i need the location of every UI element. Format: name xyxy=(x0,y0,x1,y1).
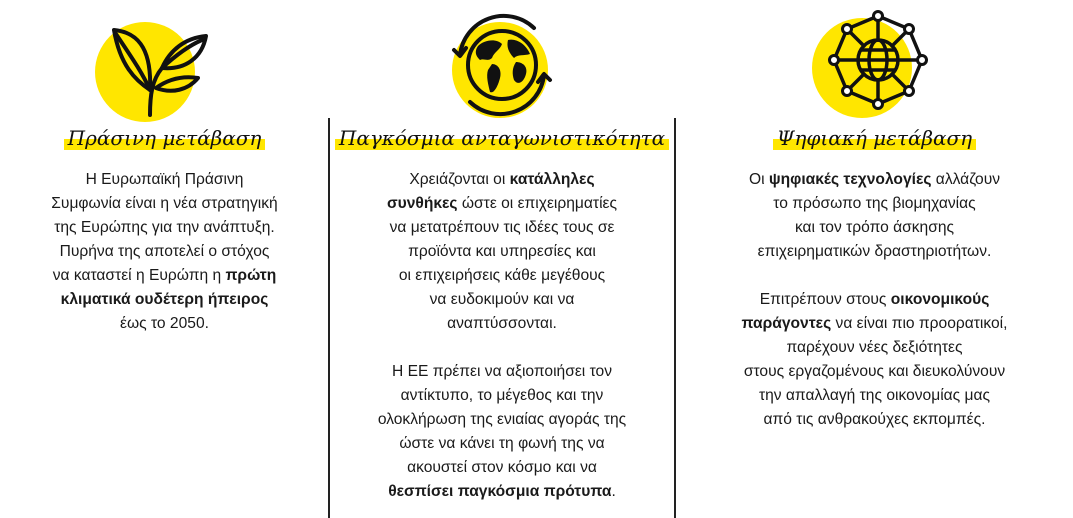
text-segment: αναπτύσσονται. xyxy=(447,315,557,332)
text-segment: να μετατρέπουν τις ιδέες τους σε xyxy=(389,219,615,236)
text-line xyxy=(330,360,674,384)
text-segment: Η ΕΕ πρέπει να αξιοποιήσει τον xyxy=(391,363,612,380)
leaf-icon xyxy=(90,10,210,120)
text-line xyxy=(330,456,674,480)
text-line xyxy=(330,216,674,240)
text-line xyxy=(0,288,329,312)
text-line xyxy=(676,168,1073,192)
text-segment: να καταστεί η Ευρώπη η xyxy=(52,267,226,284)
text-line xyxy=(330,408,674,432)
text-line xyxy=(676,288,1073,312)
text-segment: να είναι πιο προορατικοί, xyxy=(831,315,1008,332)
text-segment: από τις ανθρακούχες εκπομπές. xyxy=(763,411,986,428)
text-line xyxy=(0,264,329,288)
text-line xyxy=(676,240,1073,264)
text-segment: την απαλλαγή της οικονομίας μας xyxy=(758,387,991,404)
body-text xyxy=(676,168,1073,432)
text-segment: Συμφωνία είναι η νέα στρατηγική xyxy=(51,195,278,212)
heading: Πράσινη μετάβαση xyxy=(0,126,329,150)
text-segment: ακουστεί στον κόσμο και να xyxy=(407,459,597,476)
text-segment: Η Ευρωπαϊκή Πράσινη xyxy=(85,171,244,188)
text-segment: ώστε να κάνει τη φωνή της να xyxy=(399,435,605,452)
text-segment: Επιτρέπουν στους xyxy=(759,291,891,308)
text-line xyxy=(0,192,329,216)
paragraph-gap xyxy=(676,264,1073,288)
column-global-competitiveness xyxy=(330,0,674,518)
text-segment: να ευδοκιμούν και να xyxy=(429,291,575,308)
text-segment: αντίκτυπο, το μέγεθος και την xyxy=(400,387,604,404)
text-line xyxy=(676,360,1073,384)
text-segment: αλλάζουν xyxy=(931,171,1001,188)
text-segment: Οι xyxy=(748,171,769,188)
text-segment: έως το 2050. xyxy=(120,315,209,332)
heading: Ψηφιακή μετάβαση xyxy=(676,126,1073,150)
text-segment: ολοκλήρωση της ενιαίας αγοράς της xyxy=(377,411,627,428)
text-segment: Πυρήνα της αποτελεί ο στόχος xyxy=(59,243,270,260)
text-line xyxy=(330,432,674,456)
text-segment: ώστε οι επιχειρηματίες xyxy=(457,195,618,212)
text-line xyxy=(330,480,674,504)
bold-text: κλιματικά ουδέτερη ήπειρος xyxy=(60,291,269,308)
bold-text: παράγοντες xyxy=(741,315,832,332)
body-text xyxy=(330,168,674,504)
text-segment: το πρόσωπο της βιομηχανίας xyxy=(773,195,976,212)
bold-text: οικονομικούς xyxy=(890,291,990,308)
paragraph-gap xyxy=(330,336,674,360)
text-segment: επιχειρηματικών δραστηριοτήτων. xyxy=(757,243,992,260)
bold-text: κατάλληλες xyxy=(509,171,595,188)
body-text xyxy=(0,168,329,336)
network-globe-icon xyxy=(812,10,932,120)
text-line xyxy=(330,168,674,192)
column-green-transition xyxy=(0,0,329,518)
text-segment: της Ευρώπης για την ανάπτυξη. xyxy=(54,219,275,236)
bold-text: πρώτη xyxy=(225,267,277,284)
text-line xyxy=(330,288,674,312)
text-segment: οι επιχειρήσεις κάθε μεγέθους xyxy=(398,267,606,284)
text-line xyxy=(676,408,1073,432)
text-line xyxy=(0,312,329,336)
text-line xyxy=(0,216,329,240)
text-line xyxy=(330,240,674,264)
text-line xyxy=(330,192,674,216)
globe-icon xyxy=(444,10,564,120)
text-segment: και τον τρόπο άσκησης xyxy=(794,219,955,236)
text-line xyxy=(0,168,329,192)
text-line xyxy=(676,384,1073,408)
bold-text: ψηφιακές τεχνολογίες xyxy=(768,171,932,188)
text-line xyxy=(676,312,1073,336)
text-segment: παρέχουν νέες δεξιότητες xyxy=(786,339,963,356)
heading: Παγκόσμια ανταγωνιστικότητα xyxy=(330,126,674,150)
text-line xyxy=(330,264,674,288)
text-line xyxy=(0,240,329,264)
text-segment: στους εργαζομένους και διευκολύνουν xyxy=(743,363,1006,380)
column-digital-transition xyxy=(676,0,1073,518)
text-line xyxy=(676,192,1073,216)
text-segment: . xyxy=(611,483,616,500)
text-segment: Χρειάζονται οι xyxy=(409,171,510,188)
bold-text: θεσπίσει παγκόσμια πρότυπα xyxy=(388,483,612,500)
text-line xyxy=(330,312,674,336)
text-line xyxy=(676,336,1073,360)
text-line xyxy=(330,384,674,408)
bold-text: συνθήκες xyxy=(386,195,458,212)
text-line xyxy=(676,216,1073,240)
text-segment: προϊόντα και υπηρεσίες και xyxy=(408,243,596,260)
